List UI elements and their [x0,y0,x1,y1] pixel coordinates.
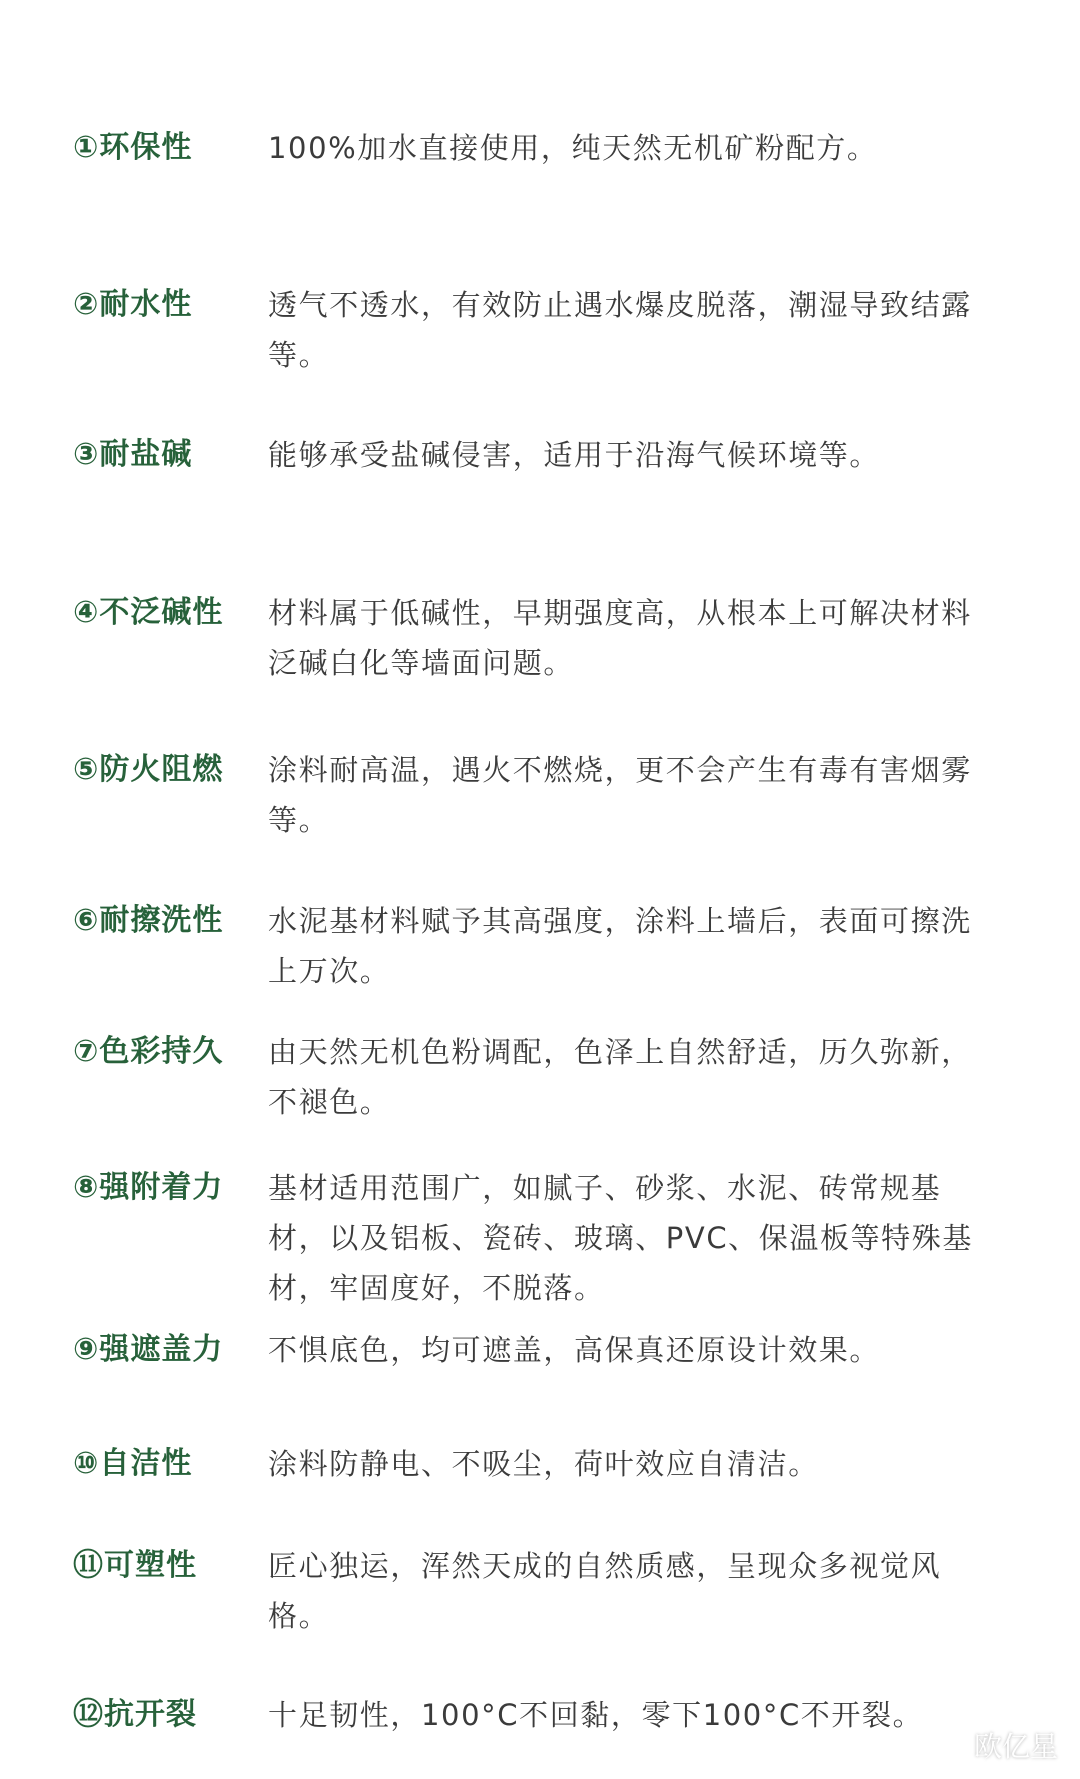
feature-label: ⑫抗开裂 [73,1697,197,1732]
feature-label: ②耐水性 [73,287,193,322]
feature-description: 涂料防静电、不吸尘，荷叶效应自清洁。 [268,1447,819,1481]
watermark [930,1725,1058,1765]
feature-label: ⑦色彩持久 [73,1034,224,1069]
watermark-text: 欧亿星 [973,1730,1058,1763]
feature-description: 不惧底色，均可遮盖，高保真还原设计效果。 [268,1333,881,1367]
feature-description: 匠心独运，浑然天成的自然质感，呈现众多视觉风格。 [268,1549,942,1633]
feature-label: ⑥耐擦洗性 [73,903,224,938]
feature-label: ⑧强附着力 [73,1170,224,1205]
feature-description: 由天然无机色粉调配，色泽上自然舒适，历久弥新，不褪色。 [268,1035,972,1119]
feature-description: 100%加水直接使用，纯天然无机矿粉配方。 [268,131,878,165]
feature-label: ⑪可塑性 [73,1548,197,1583]
feature-description: 十足韧性，100°C不回黏，零下100°C不开裂。 [268,1698,924,1732]
feature-label: ①环保性 [73,130,193,165]
feature-description: 基材适用范围广，如腻子、砂浆、水泥、砖常规基材，以及铝板、瓷砖、玻璃、PVC、保温板等特殊基材，牢固度好，不脱落。 [268,1171,973,1305]
wechat-icon [930,1730,966,1760]
feature-label: ⑩自洁性 [73,1446,193,1481]
feature-description: 材料属于低碱性，早期强度高，从根本上可解决材料泛碱白化等墙面问题。 [268,596,972,680]
feature-label: ⑨强遮盖力 [73,1332,224,1367]
feature-description: 能够承受盐碱侵害，适用于沿海气候环境等。 [268,438,881,472]
feature-label: ⑤防火阻燃 [73,752,224,787]
feature-description: 透气不透水，有效防止遇水爆皮脱落，潮湿导致结露等。 [268,288,972,372]
feature-label: ④不泛碱性 [73,595,224,630]
feature-label: ③耐盐碱 [73,437,193,472]
feature-description: 涂料耐高温，遇火不燃烧，更不会产生有毒有害烟雾等。 [268,753,972,837]
feature-description: 水泥基材料赋予其高强度，涂料上墙后，表面可擦洗上万次。 [268,904,972,988]
